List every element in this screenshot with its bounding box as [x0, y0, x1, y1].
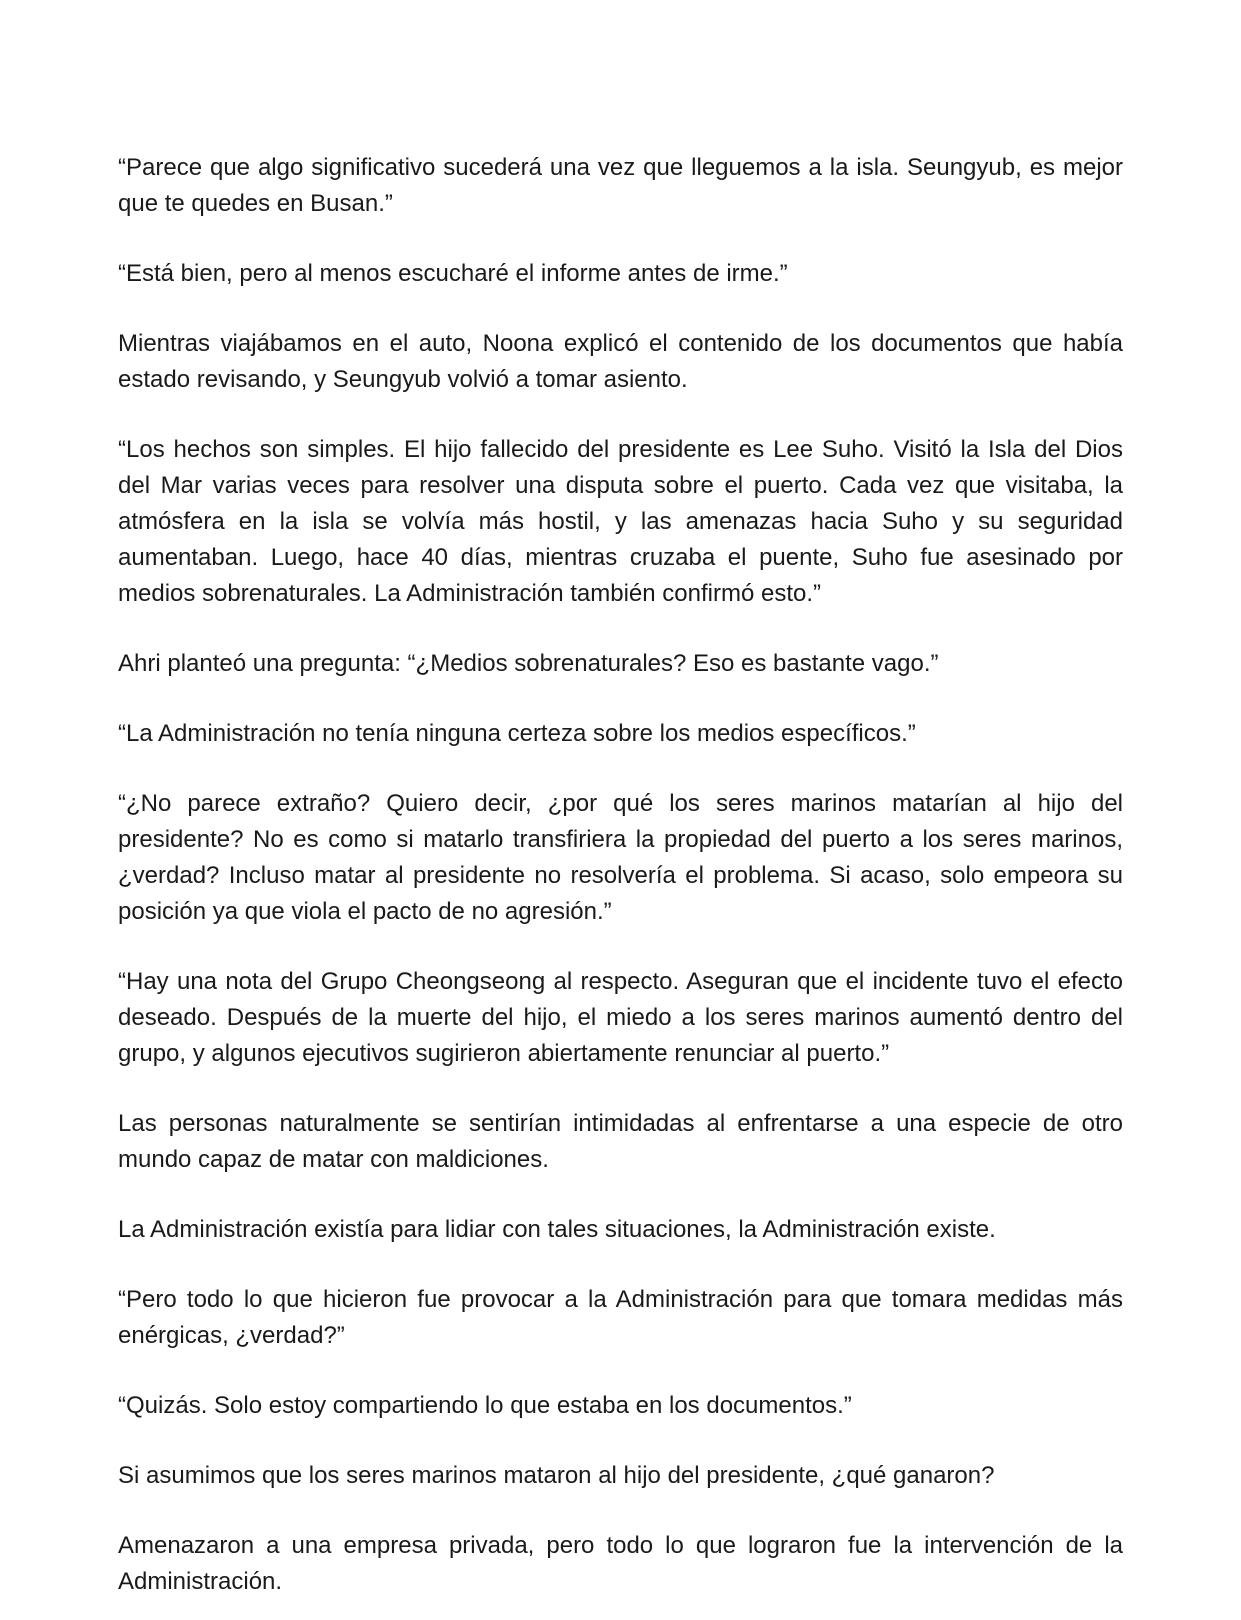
- paragraph: Las personas naturalmente se sentirían intimidadas al enfrentarse a una especie de otro mundo capaz de matar con maldiciones.: [118, 1110, 1123, 1173]
- paragraph: “¿No parece extraño? Quiero decir, ¿por qué los seres marinos matarían al hijo del presidente? No es como si matarlo transfiriera la propiedad del puerto a los seres marinos, ¿verdad? Incluso matar al presidente no resolvería el problema. Si acaso, solo empeora su posición ya que viola el pacto de no agresión.”: [118, 790, 1123, 925]
- document-body: [118, 150, 1123, 1600]
- paragraph: Amenazaron a una empresa privada, pero todo lo que lograron fue la intervención de la Administración.: [118, 1532, 1123, 1595]
- paragraph: “La Administración no tenía ninguna certeza sobre los medios específicos.”: [118, 720, 916, 747]
- paragraph: “Parece que algo significativo sucederá una vez que lleguemos a la isla. Seungyub, es mejor que te quedes en Busan.”: [118, 154, 1123, 217]
- paragraph: “Hay una nota del Grupo Cheongseong al respecto. Aseguran que el incidente tuvo el efecto deseado. Después de la muerte del hijo, el miedo a los seres marinos aumentó dentro del grupo, y algunos ejecutivos sugirieron abiertamente renunciar al puerto.”: [118, 968, 1123, 1067]
- paragraph: “Está bien, pero al menos escucharé el informe antes de irme.”: [118, 260, 788, 287]
- paragraph: Si asumimos que los seres marinos mataron al hijo del presidente, ¿qué ganaron?: [118, 1462, 995, 1489]
- paragraph: “Pero todo lo que hicieron fue provocar a la Administración para que tomara medidas más enérgicas, ¿verdad?”: [118, 1286, 1123, 1349]
- paragraph: La Administración existía para lidiar con tales situaciones, la Administración existe.: [118, 1216, 996, 1243]
- paragraph: Ahri planteó una pregunta: “¿Medios sobrenaturales? Eso es bastante vago.”: [118, 650, 939, 677]
- paragraph: “Quizás. Solo estoy compartiendo lo que estaba en los documentos.”: [118, 1392, 852, 1419]
- paragraph: Mientras viajábamos en el auto, Noona explicó el contenido de los documentos que había estado revisando, y Seungyub volvió a tomar asiento.: [118, 330, 1123, 393]
- paragraph: “Los hechos son simples. El hijo fallecido del presidente es Lee Suho. Visitó la Isla del Dios del Mar varias veces para resolver una disputa sobre el puerto. Cada vez que visitaba, la atmósfera en la isla se volvía más hostil, y las amenazas hacia Suho y su seguridad aumentaban. Luego, hace 40 días, mientras cruzaba el puente, Suho fue asesinado por medios sobrenaturales. La Administración también confirmó esto.”: [118, 436, 1123, 607]
